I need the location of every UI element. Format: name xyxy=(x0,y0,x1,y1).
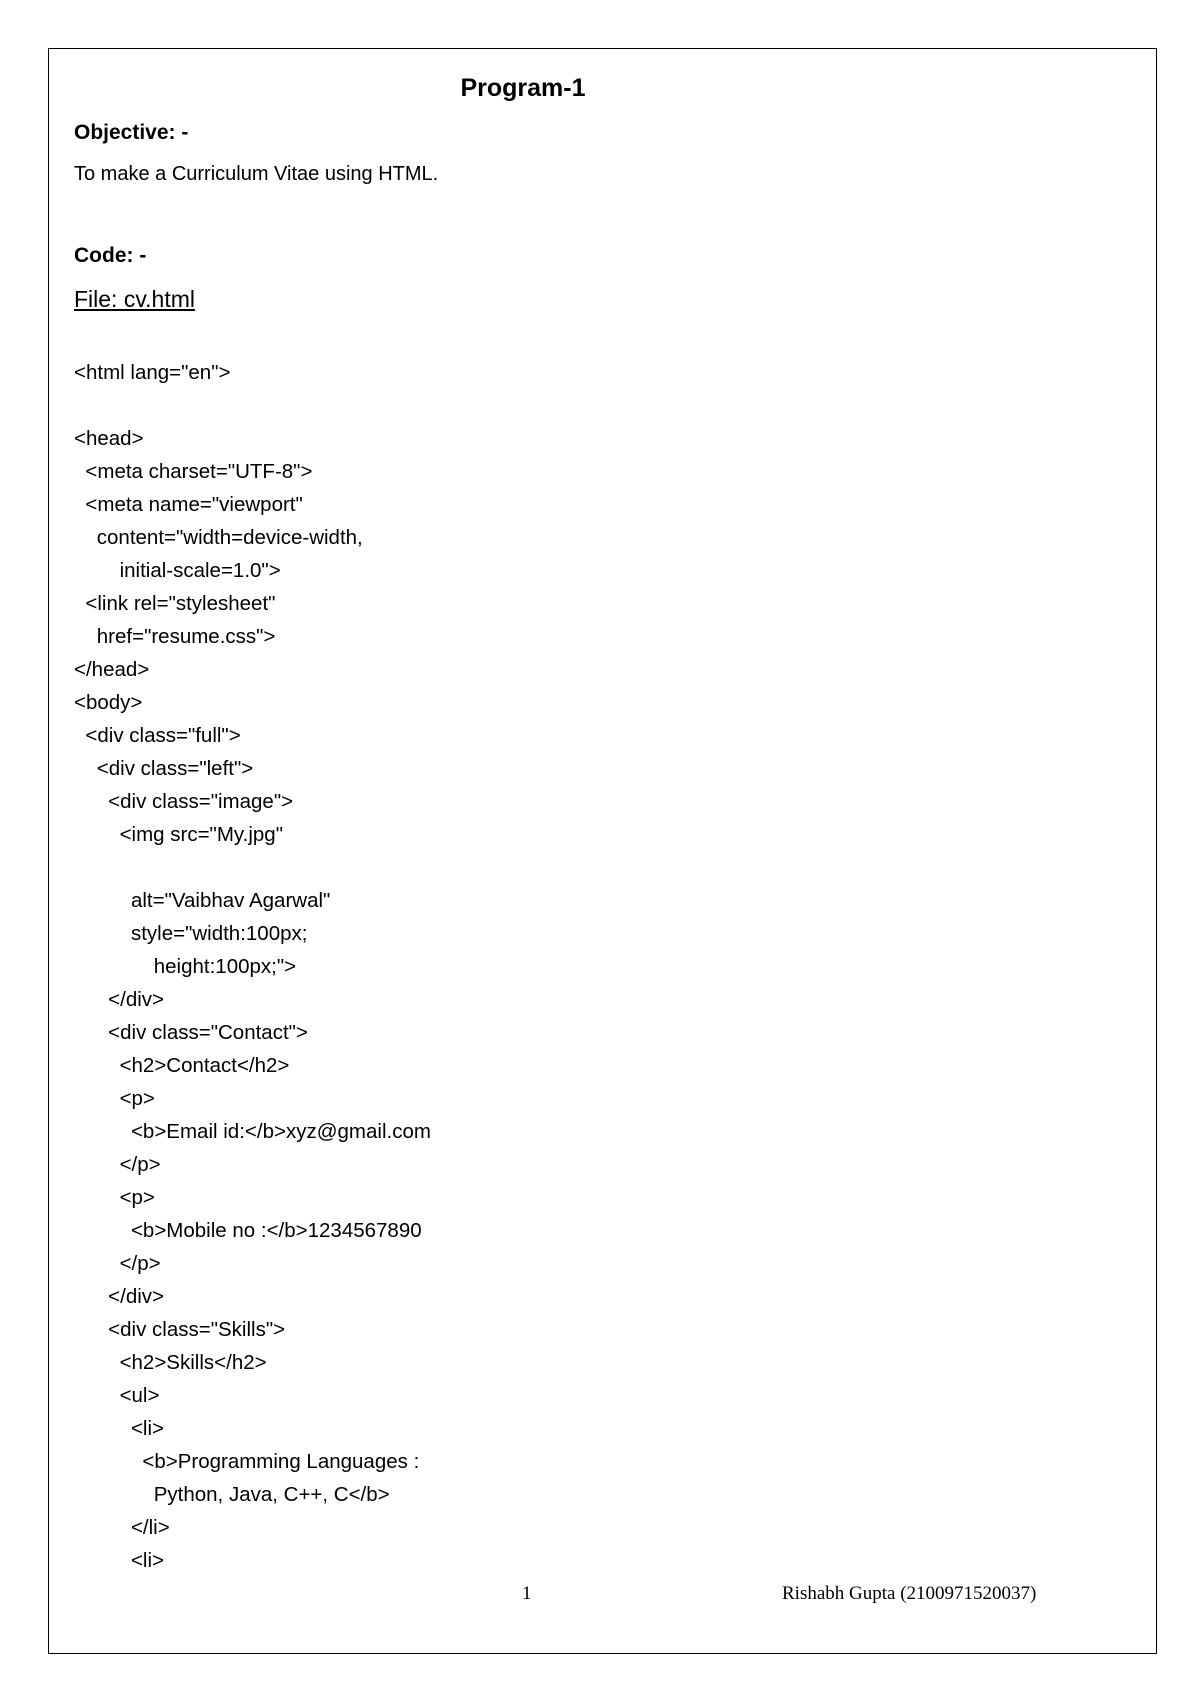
code-line xyxy=(74,389,431,422)
code-line: style="width:100px; xyxy=(74,922,308,945)
code-block xyxy=(74,356,431,1577)
code-line: <body> xyxy=(74,691,143,714)
code-line: <b>Programming Languages : xyxy=(74,1450,420,1473)
code-line: </p> xyxy=(74,1153,161,1176)
code-line: initial-scale=1.0"> xyxy=(74,559,281,582)
code-line: <h2>Contact</h2> xyxy=(74,1054,290,1077)
code-line: <img src="My.jpg" xyxy=(74,823,283,846)
code-line: <div class="full"> xyxy=(74,724,241,747)
code-line: <meta name="viewport" xyxy=(74,493,303,516)
code-line: </p> xyxy=(74,1252,161,1275)
code-line: <div class="Contact"> xyxy=(74,1021,308,1044)
objective-text: To make a Curriculum Vitae using HTML. xyxy=(74,163,439,185)
code-line: <b>Mobile no :</b>1234567890 xyxy=(74,1219,422,1242)
code-heading: Code: - xyxy=(74,244,147,267)
file-label: File: cv.html xyxy=(74,286,195,312)
code-line: href="resume.css"> xyxy=(74,625,276,648)
code-line: height:100px;"> xyxy=(74,955,297,978)
code-line xyxy=(74,851,431,884)
code-line: content="width=device-width, xyxy=(74,526,363,549)
code-line: <h2>Skills</h2> xyxy=(74,1351,267,1374)
code-line: <b>Email id:</b>xyz@gmail.com xyxy=(74,1120,431,1143)
code-line: </li> xyxy=(74,1516,170,1539)
code-line: </head> xyxy=(74,658,150,681)
objective-heading: Objective: - xyxy=(74,121,189,144)
code-line: <html lang="en"> xyxy=(74,361,231,384)
footer-author: Rishabh Gupta (2100971520037) xyxy=(782,1583,1037,1604)
code-line: <head> xyxy=(74,427,144,450)
code-line: <div class="image"> xyxy=(74,790,294,813)
code-line: <p> xyxy=(74,1186,155,1209)
code-line: </div> xyxy=(74,1285,165,1308)
page-title: Program-1 xyxy=(460,74,586,102)
code-line: <div class="Skills"> xyxy=(74,1318,286,1341)
code-line: alt="Vaibhav Agarwal" xyxy=(74,889,331,912)
code-line: <li> xyxy=(74,1549,165,1572)
code-line: <li> xyxy=(74,1417,165,1440)
code-line: <p> xyxy=(74,1087,155,1110)
code-line: <ul> xyxy=(74,1384,160,1407)
code-line: Python, Java, C++, C</b> xyxy=(74,1483,390,1506)
code-line: <div class="left"> xyxy=(74,757,254,780)
footer-page-number: 1 xyxy=(522,1583,532,1604)
code-line: <meta charset="UTF-8"> xyxy=(74,460,313,483)
code-line: </div> xyxy=(74,988,165,1011)
code-line: <link rel="stylesheet" xyxy=(74,592,276,615)
